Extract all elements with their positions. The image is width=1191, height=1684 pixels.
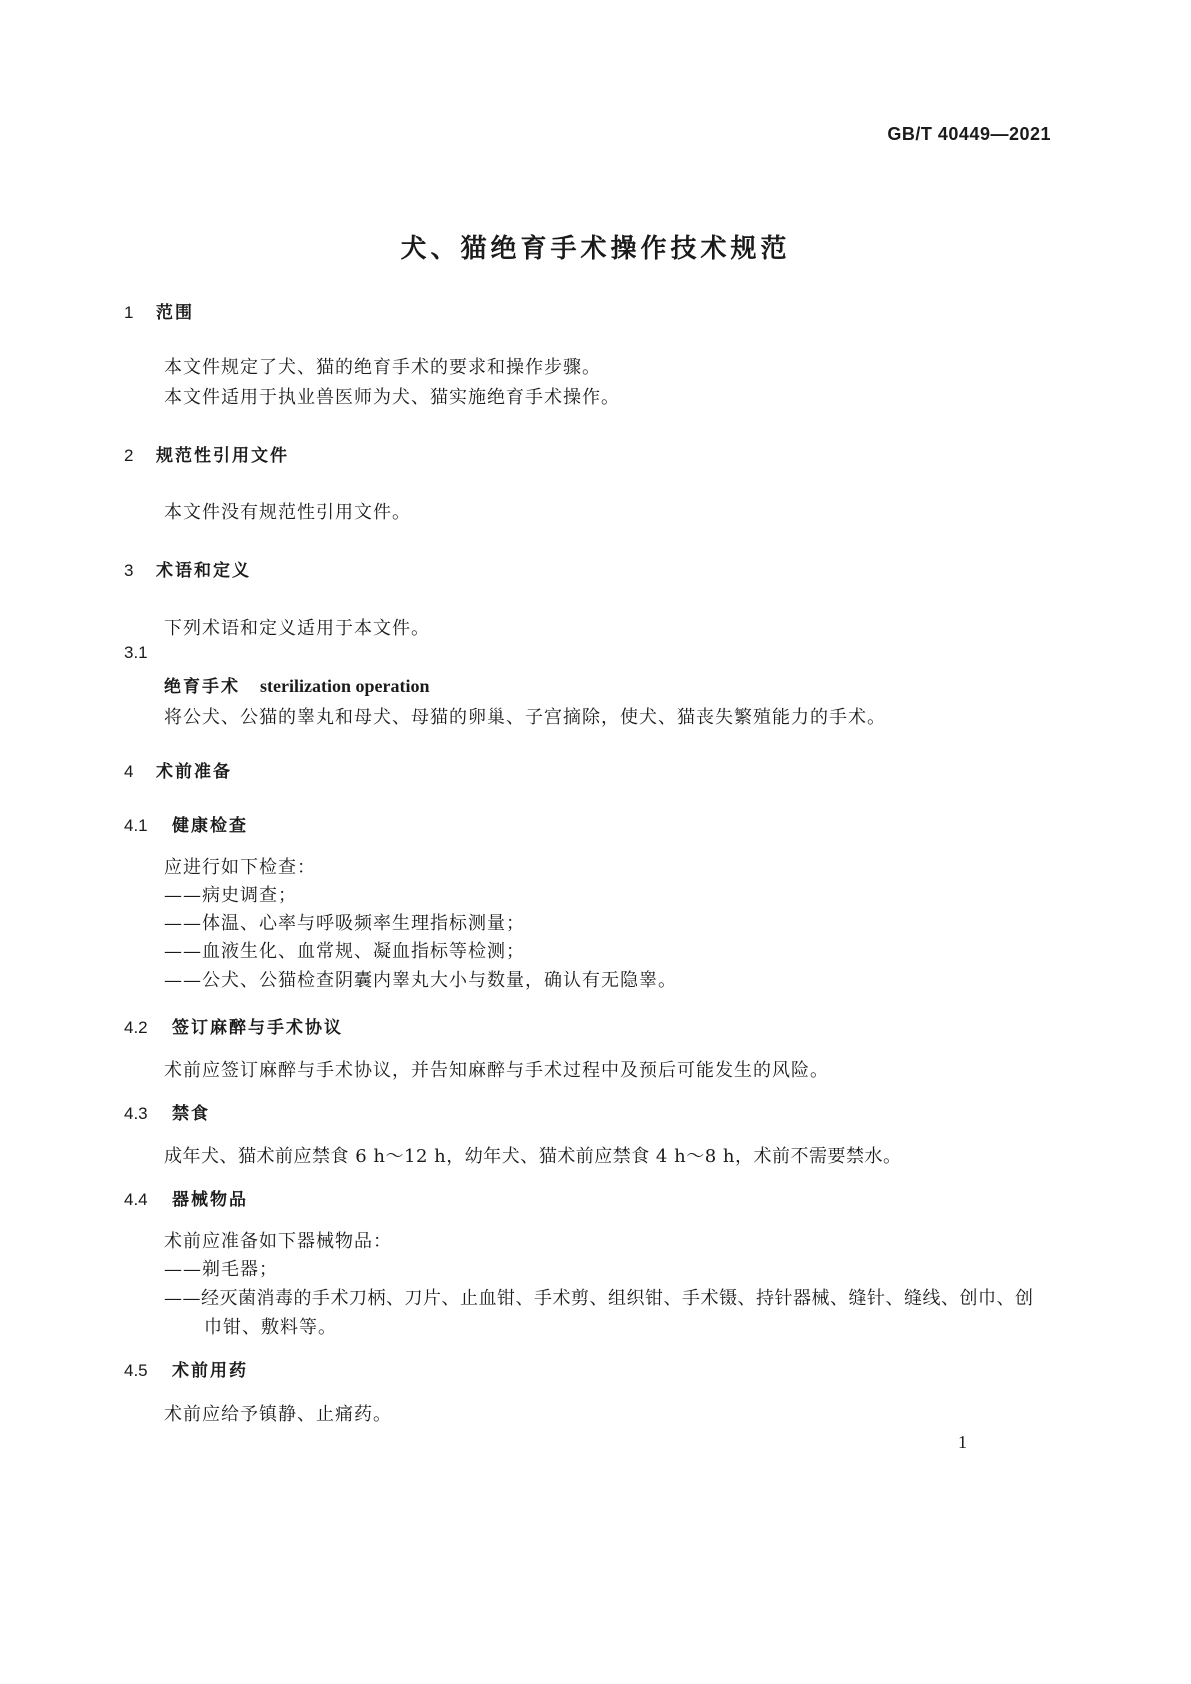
list-item: ——血液生化、血常规、凝血指标等检测； [164,941,525,962]
paragraph: 术前应签订麻醉与手术协议，并告知麻醉与手术过程中及预后可能发生的风险。 [164,1060,829,1081]
section-number: 1 [124,303,134,322]
paragraph: 下列术语和定义适用于本文件。 [164,618,430,639]
clause-number: 3.1 [124,643,148,662]
paragraph: 本文件没有规范性引用文件。 [164,502,411,523]
page-number: 1 [958,1432,967,1452]
section-3-heading [124,556,251,581]
document-title: 犬、猫绝育手术操作技术规范 [400,234,791,264]
section-title: 范围 [156,303,194,323]
list-item: ——剃毛器； [164,1259,278,1280]
subsection-4-1-heading [124,811,248,836]
section-number: 4.5 [124,1361,148,1380]
section-number: 2 [124,446,134,465]
section-2-heading [124,441,289,466]
section-title: 器械物品 [172,1190,248,1210]
paragraph: 本文件适用于执业兽医师为犬、猫实施绝育手术操作。 [164,387,620,408]
term-english: sterilization operation [260,676,430,696]
section-number: 4.1 [124,816,148,835]
term-definition: 将公犬、公猫的睾丸和母犬、母猫的卵巢、子宫摘除，使犬、猫丧失繁殖能力的手术。 [164,707,886,728]
subsection-4-3-heading [124,1099,210,1124]
term-entry [164,672,429,697]
section-title: 健康检查 [172,816,248,836]
list-item: ——病史调查； [164,885,297,906]
section-number: 4.2 [124,1018,148,1037]
section-title: 规范性引用文件 [156,446,289,466]
section-number: 3 [124,561,134,580]
section-title: 禁食 [172,1104,210,1124]
section-title: 签订麻醉与手术协议 [172,1018,343,1038]
section-number: 4.3 [124,1104,148,1123]
list-item: ——体温、心率与呼吸频率生理指标测量； [164,913,525,934]
subsection-4-5-heading [124,1356,248,1381]
section-title: 术语和定义 [156,561,251,581]
list-item-continuation: 巾钳、敷料等。 [204,1317,337,1338]
section-number: 4 [124,762,134,781]
term-number [124,643,148,663]
list-item: ——经灭菌消毒的手术刀柄、刀片、止血钳、手术剪、组织钳、手术镊、持针器械、缝针、缝线、创巾、创 [164,1288,1034,1309]
term-chinese: 绝育手术 [164,677,240,697]
section-title: 术前准备 [156,762,232,782]
section-4-heading [124,757,232,782]
section-number: 4.4 [124,1190,148,1209]
standard-number: GB/T 40449—2021 [887,124,1051,144]
subsection-4-2-heading [124,1013,343,1038]
section-title: 术前用药 [172,1361,248,1381]
paragraph: 应进行如下检查： [164,857,316,878]
paragraph: 术前应给予镇静、止痛药。 [164,1404,392,1425]
paragraph: 术前应准备如下器械物品： [164,1231,392,1252]
list-item: ——公犬、公猫检查阴囊内睾丸大小与数量，确认有无隐睾。 [164,970,677,991]
paragraph: 本文件规定了犬、猫的绝育手术的要求和操作步骤。 [164,357,601,378]
subsection-4-4-heading [124,1185,248,1210]
paragraph: 成年犬、猫术前应禁食 6 h～12 h，幼年犬、猫术前应禁食 4 h～8 h，术前不需要禁水。 [164,1146,902,1167]
section-1-heading [124,298,194,323]
